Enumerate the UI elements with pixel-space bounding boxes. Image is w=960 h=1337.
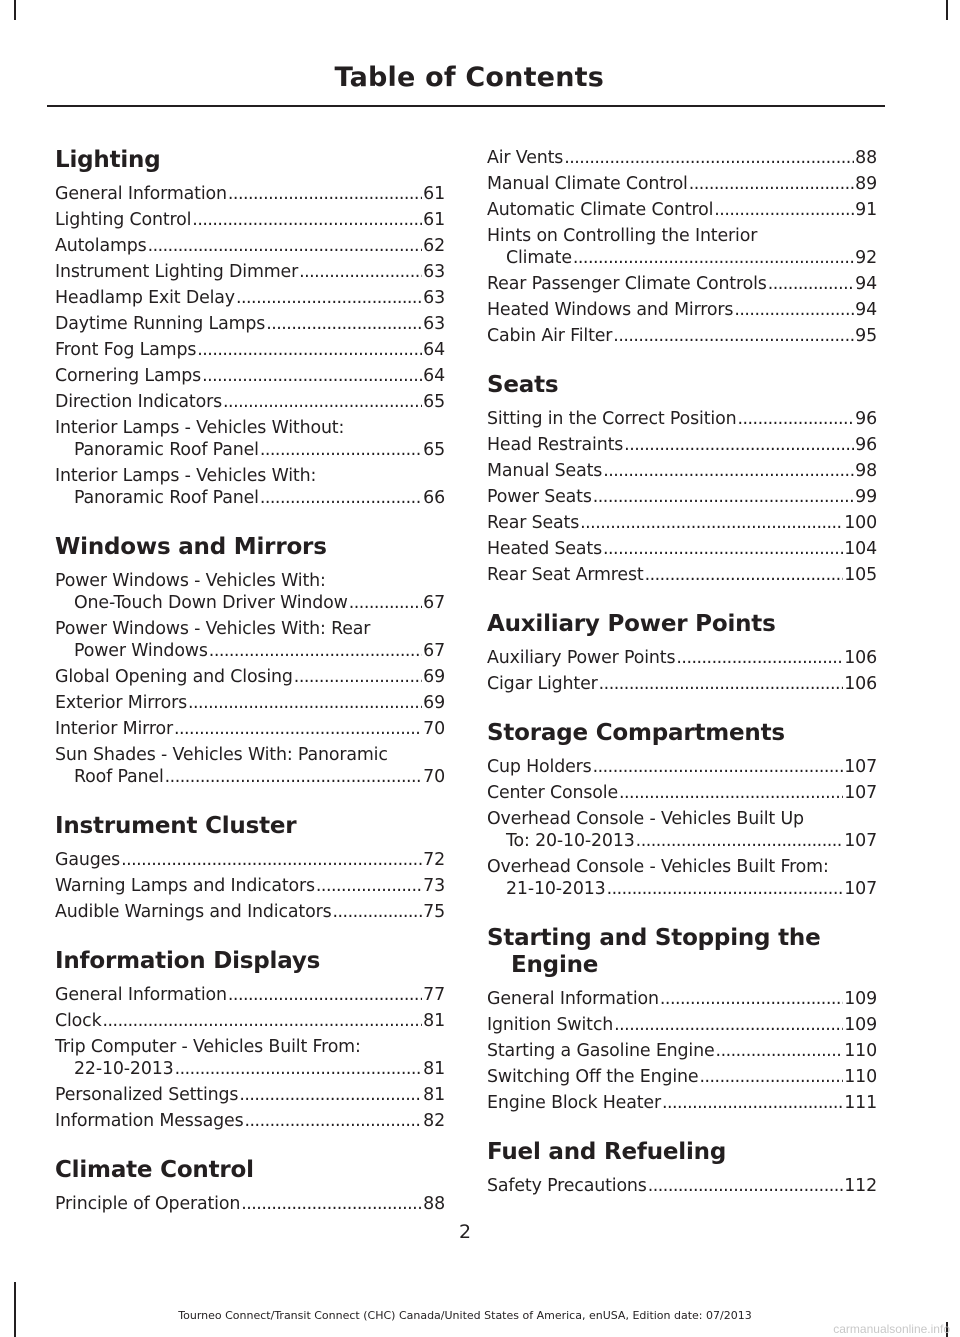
toc-entry[interactable] xyxy=(487,564,877,586)
toc-entry-title: Starting a Gasoline Engine xyxy=(487,1041,715,1061)
toc-entry-page: 63 xyxy=(423,288,445,308)
toc-entry-title: Panoramic Roof Panel xyxy=(74,488,259,508)
toc-entry-title: Center Console xyxy=(487,783,618,803)
dot-leader xyxy=(607,878,844,900)
toc-entry[interactable] xyxy=(487,1175,877,1197)
dot-leader xyxy=(564,147,854,169)
toc-entry[interactable] xyxy=(55,875,445,897)
page-title: Table of Contents xyxy=(334,62,604,93)
toc-entry-title: Cigar Lighter xyxy=(487,674,598,694)
toc-entry[interactable] xyxy=(487,538,877,560)
toc-entry-page: 107 xyxy=(844,879,877,899)
toc-entry-page: 109 xyxy=(844,1015,877,1035)
page-number: 2 xyxy=(458,1221,472,1243)
dot-leader xyxy=(716,1040,844,1062)
toc-entry[interactable] xyxy=(487,856,877,900)
dot-leader xyxy=(593,756,844,778)
dot-leader xyxy=(699,1066,843,1088)
toc-entry-title: Engine Block Heater xyxy=(487,1093,661,1113)
toc-entry-title: Air Vents xyxy=(487,148,564,168)
toc-section xyxy=(487,147,877,347)
toc-entry[interactable] xyxy=(487,1014,877,1036)
section-heading-line: Auxiliary Power Points xyxy=(487,611,776,637)
toc-entry-title: Interior Mirror xyxy=(55,719,173,739)
toc-entry-title: Lighting Control xyxy=(55,210,192,230)
toc-entry[interactable] xyxy=(487,408,877,430)
section-heading-line: Starting and Stopping the xyxy=(487,925,821,951)
toc-entry-page: 63 xyxy=(423,262,445,282)
toc-entry-title: Safety Precautions xyxy=(487,1176,647,1196)
dot-leader xyxy=(573,247,854,269)
toc-entry-page: 64 xyxy=(423,366,445,386)
toc-entry-title: Exterior Mirrors xyxy=(55,693,187,713)
section-heading xyxy=(55,813,445,840)
toc-entry[interactable] xyxy=(487,782,877,804)
dot-leader xyxy=(734,299,854,321)
dot-leader xyxy=(580,512,843,534)
toc-entry-page: 64 xyxy=(423,340,445,360)
dot-leader xyxy=(148,235,423,257)
dot-leader xyxy=(737,408,854,430)
toc-entry-title: Cabin Air Filter xyxy=(487,326,613,346)
toc-entry-title: Trip Computer - Vehicles Built From: xyxy=(55,1037,361,1057)
toc-entry-page: 75 xyxy=(423,902,445,922)
toc-entry-page: 65 xyxy=(423,392,445,412)
toc-entry[interactable] xyxy=(487,1092,877,1114)
toc-entry-title: General Information xyxy=(55,985,227,1005)
toc-entry-title: Cornering Lamps xyxy=(55,366,202,386)
toc-entry[interactable] xyxy=(55,570,445,614)
toc-entry[interactable] xyxy=(487,808,877,852)
toc-entry-page: 98 xyxy=(855,461,877,481)
section-heading xyxy=(487,925,877,979)
toc-entry[interactable] xyxy=(55,391,445,413)
toc-entry-title: Front Fog Lamps xyxy=(55,340,197,360)
section-heading xyxy=(487,720,877,747)
toc-entry-page: 105 xyxy=(844,565,877,585)
toc-entry[interactable] xyxy=(487,1066,877,1088)
toc-entry-title: Global Opening and Closing xyxy=(55,667,293,687)
crop-mark-top-right xyxy=(946,0,948,20)
toc-entry-title: Warning Lamps and Indicators xyxy=(55,876,315,896)
toc-entry[interactable] xyxy=(55,901,445,923)
dot-leader xyxy=(619,782,843,804)
dot-leader xyxy=(599,673,844,695)
dot-leader xyxy=(332,901,422,923)
toc-entry[interactable] xyxy=(487,273,877,295)
toc-entry[interactable] xyxy=(487,486,877,508)
dot-leader xyxy=(768,273,854,295)
toc-entry-title: Audible Warnings and Indicators xyxy=(55,902,332,922)
toc-entry-title: Ignition Switch xyxy=(487,1015,614,1035)
toc-entry[interactable] xyxy=(487,173,877,195)
toc-entry[interactable] xyxy=(55,235,445,257)
toc-entry[interactable] xyxy=(55,339,445,361)
toc-section xyxy=(55,534,445,788)
toc-entry-title: Information Messages xyxy=(55,1111,244,1131)
toc-entry-title: Overhead Console - Vehicles Built From: xyxy=(487,857,829,877)
toc-entry-title: Automatic Climate Control xyxy=(487,200,714,220)
toc-entry-page: 65 xyxy=(423,440,445,460)
section-heading-line: Seats xyxy=(487,372,559,398)
section-heading xyxy=(55,147,445,174)
toc-entry[interactable] xyxy=(487,147,877,169)
dot-leader xyxy=(349,592,422,614)
toc-entry-page: 82 xyxy=(423,1111,445,1131)
dot-leader xyxy=(260,487,422,509)
toc-entry-title: Autolamps xyxy=(55,236,147,256)
toc-entry-page: 73 xyxy=(423,876,445,896)
dot-leader xyxy=(714,199,854,221)
toc-entry[interactable] xyxy=(55,692,445,714)
toc-entry-page: 107 xyxy=(844,783,877,803)
toc-entry-title: Daytime Running Lamps xyxy=(55,314,266,334)
dot-leader xyxy=(188,692,422,714)
footer-edition-text: Tourneo Connect/Transit Connect (CHC) Canada/United States of America, enUSA, Edition date: 07/2013 xyxy=(178,1309,752,1322)
toc-entry[interactable] xyxy=(55,718,445,740)
toc-entry-page: 72 xyxy=(423,850,445,870)
dot-leader xyxy=(613,325,854,347)
toc-entry[interactable] xyxy=(55,1036,445,1080)
toc-entry-page: 109 xyxy=(844,989,877,1009)
toc-entry-title: Interior Lamps - Vehicles Without: xyxy=(55,418,345,438)
dot-leader xyxy=(648,1175,844,1197)
toc-entry[interactable] xyxy=(55,417,445,461)
dot-leader xyxy=(103,1010,423,1032)
toc-entry[interactable] xyxy=(487,325,877,347)
toc-entry-page: 106 xyxy=(844,648,877,668)
toc-entry[interactable] xyxy=(55,1110,445,1132)
toc-entry[interactable] xyxy=(487,988,877,1010)
toc-entry-page: 70 xyxy=(423,767,445,787)
toc-entry-title: Climate xyxy=(506,248,572,268)
dot-leader xyxy=(121,849,422,871)
dot-leader xyxy=(228,984,422,1006)
toc-entry-title: Sitting in the Correct Position xyxy=(487,409,737,429)
section-heading xyxy=(55,948,445,975)
toc-entry-page: 92 xyxy=(855,248,877,268)
toc-entry-page: 62 xyxy=(423,236,445,256)
toc-entry-page: 99 xyxy=(855,487,877,507)
toc-entry-page: 106 xyxy=(844,674,877,694)
toc-entry-page: 111 xyxy=(844,1093,877,1113)
toc-entry-title: Auxiliary Power Points xyxy=(487,648,676,668)
toc-section xyxy=(487,611,877,695)
toc-entry[interactable] xyxy=(487,512,877,534)
crop-mark-top-left xyxy=(14,0,16,20)
toc-entry[interactable] xyxy=(55,261,445,283)
section-heading xyxy=(55,1157,445,1184)
toc-entry-title: Headlamp Exit Delay xyxy=(55,288,235,308)
toc-section xyxy=(487,1139,877,1197)
toc-entry[interactable] xyxy=(55,183,445,205)
toc-entry[interactable] xyxy=(55,849,445,871)
dot-leader xyxy=(676,647,843,669)
toc-entry-page: 94 xyxy=(855,274,877,294)
toc-entry-page: 95 xyxy=(855,326,877,346)
toc-entry-title: Clock xyxy=(55,1011,102,1031)
toc-entry-title: Overhead Console - Vehicles Built Up xyxy=(487,809,804,829)
toc-entry-page: 69 xyxy=(423,693,445,713)
toc-entry[interactable] xyxy=(55,287,445,309)
toc-entry-title: Heated Seats xyxy=(487,539,602,559)
toc-entry-title: Instrument Lighting Dimmer xyxy=(55,262,299,282)
toc-entry-page: 112 xyxy=(844,1176,877,1196)
toc-entry-page: 81 xyxy=(423,1011,445,1031)
toc-entry[interactable] xyxy=(55,313,445,335)
toc-entry-title: Power Windows - Vehicles With: Rear xyxy=(55,619,371,639)
toc-entry[interactable] xyxy=(55,744,445,788)
toc-entry-title: Power Seats xyxy=(487,487,592,507)
dot-leader xyxy=(197,339,422,361)
toc-entry-page: 69 xyxy=(423,667,445,687)
toc-entry-title: General Information xyxy=(487,989,659,1009)
toc-entry[interactable] xyxy=(487,1040,877,1062)
section-heading-line: Windows and Mirrors xyxy=(55,534,327,560)
dot-leader xyxy=(593,486,854,508)
dot-leader xyxy=(603,538,843,560)
dot-leader xyxy=(660,988,843,1010)
toc-entry-page: 110 xyxy=(844,1067,877,1087)
dot-leader xyxy=(299,261,422,283)
toc-entry-title: Manual Climate Control xyxy=(487,174,688,194)
dot-leader xyxy=(624,434,854,456)
section-heading xyxy=(487,611,877,638)
toc-entry-title: Roof Panel xyxy=(74,767,164,787)
toc-entry-page: 77 xyxy=(423,985,445,1005)
toc-entry-title: Power Windows xyxy=(74,641,208,661)
toc-entry-page: 89 xyxy=(855,174,877,194)
section-heading-line: Information Displays xyxy=(55,948,321,974)
toc-entry-page: 70 xyxy=(423,719,445,739)
toc-entry-title: Gauges xyxy=(55,850,121,870)
toc-entry-page: 67 xyxy=(423,593,445,613)
toc-entry-page: 107 xyxy=(844,757,877,777)
toc-section xyxy=(55,813,445,923)
toc-entry-title: General Information xyxy=(55,184,227,204)
toc-entry-title: Hints on Controlling the Interior xyxy=(487,226,758,246)
toc-entry[interactable] xyxy=(55,365,445,387)
dot-leader xyxy=(192,209,422,231)
toc-section xyxy=(487,925,877,1114)
toc-entry-title: Direction Indicators xyxy=(55,392,223,412)
dot-leader xyxy=(614,1014,843,1036)
toc-entry-page: 88 xyxy=(423,1194,445,1214)
toc-entry[interactable] xyxy=(487,299,877,321)
dot-leader xyxy=(236,287,422,309)
toc-entry[interactable] xyxy=(55,618,445,662)
dot-leader xyxy=(316,875,422,897)
section-heading-line: Fuel and Refueling xyxy=(487,1139,727,1165)
toc-entry-title: Rear Seats xyxy=(487,513,580,533)
toc-column-right xyxy=(487,147,877,1201)
dot-leader xyxy=(294,666,422,688)
toc-entry-page: 110 xyxy=(844,1041,877,1061)
section-heading-line: Instrument Cluster xyxy=(55,813,297,839)
section-heading-line: Lighting xyxy=(55,147,161,173)
toc-entry-title: Rear Seat Armrest xyxy=(487,565,644,585)
section-heading-line: Storage Compartments xyxy=(487,720,785,746)
toc-entry[interactable] xyxy=(55,984,445,1006)
toc-entry-title: Head Restraints xyxy=(487,435,624,455)
toc-entry-page: 104 xyxy=(844,539,877,559)
dot-leader xyxy=(689,173,854,195)
dot-leader xyxy=(223,391,422,413)
toc-entry-page: 88 xyxy=(855,148,877,168)
toc-entry-title: Switching Off the Engine xyxy=(487,1067,699,1087)
dot-leader xyxy=(603,460,854,482)
toc-entry[interactable] xyxy=(487,434,877,456)
toc-entry-page: 94 xyxy=(855,300,877,320)
section-heading xyxy=(55,534,445,561)
toc-entry-title: One-Touch Down Driver Window xyxy=(74,593,348,613)
toc-entry[interactable] xyxy=(55,1193,445,1215)
toc-entry-title: Panoramic Roof Panel xyxy=(74,440,259,460)
toc-entry-title: Power Windows - Vehicles With: xyxy=(55,571,326,591)
toc-entry[interactable] xyxy=(55,209,445,231)
toc-section xyxy=(55,948,445,1132)
toc-entry-title: Rear Passenger Climate Controls xyxy=(487,274,767,294)
section-heading-line: Climate Control xyxy=(55,1157,254,1183)
toc-entry-title: To: 20-10-2013 xyxy=(506,831,635,851)
dot-leader xyxy=(174,718,422,740)
toc-entry-page: 66 xyxy=(423,488,445,508)
toc-entry-page: 96 xyxy=(855,435,877,455)
toc-entry-page: 107 xyxy=(844,831,877,851)
toc-entry-page: 91 xyxy=(855,200,877,220)
toc-entry-title: Heated Windows and Mirrors xyxy=(487,300,734,320)
toc-entry[interactable] xyxy=(487,225,877,269)
dot-leader xyxy=(239,1084,422,1106)
section-heading xyxy=(487,372,877,399)
toc-entry[interactable] xyxy=(487,756,877,778)
dot-leader xyxy=(209,640,422,662)
toc-entry-title: 21-10-2013 xyxy=(506,879,606,899)
dot-leader xyxy=(165,766,423,788)
dot-leader xyxy=(175,1058,423,1080)
toc-entry-title: Cup Holders xyxy=(487,757,592,777)
toc-entry[interactable] xyxy=(487,460,877,482)
toc-entry-title: Sun Shades - Vehicles With: Panoramic xyxy=(55,745,388,765)
toc-section xyxy=(487,720,877,900)
toc-section xyxy=(487,372,877,586)
toc-entry[interactable] xyxy=(55,465,445,509)
toc-entry[interactable] xyxy=(487,673,877,695)
toc-entry-page: 100 xyxy=(844,513,877,533)
section-heading-line: Engine xyxy=(511,952,599,978)
section-heading xyxy=(487,1139,877,1166)
toc-entry-title: Principle of Operation xyxy=(55,1194,241,1214)
toc-entry-page: 63 xyxy=(423,314,445,334)
toc-entry[interactable] xyxy=(55,1084,445,1106)
toc-entry[interactable] xyxy=(55,666,445,688)
toc-entry-title: Personalized Settings xyxy=(55,1085,239,1105)
dot-leader xyxy=(228,183,422,205)
dot-leader xyxy=(636,830,844,852)
toc-entry-page: 61 xyxy=(423,210,445,230)
dot-leader xyxy=(662,1092,843,1114)
toc-column-left xyxy=(55,147,445,1219)
watermark: carmanualsonline.info xyxy=(833,1322,950,1336)
dot-leader xyxy=(244,1110,422,1132)
dot-leader xyxy=(645,564,844,586)
dot-leader xyxy=(202,365,422,387)
toc-entry[interactable] xyxy=(487,647,877,669)
toc-section xyxy=(55,1157,445,1215)
toc-entry[interactable] xyxy=(487,199,877,221)
toc-entry-page: 81 xyxy=(423,1085,445,1105)
toc-entry[interactable] xyxy=(55,1010,445,1032)
toc-entry-page: 61 xyxy=(423,184,445,204)
toc-entry-title: Manual Seats xyxy=(487,461,603,481)
toc-section xyxy=(55,147,445,509)
dot-leader xyxy=(241,1193,422,1215)
toc-entry-page: 67 xyxy=(423,641,445,661)
dot-leader xyxy=(266,313,422,335)
toc-entry-title: 22-10-2013 xyxy=(74,1059,174,1079)
dot-leader xyxy=(260,439,422,461)
header-rule xyxy=(47,105,885,107)
toc-entry-page: 96 xyxy=(855,409,877,429)
toc-entry-page: 81 xyxy=(423,1059,445,1079)
toc-entry-title: Interior Lamps - Vehicles With: xyxy=(55,466,317,486)
